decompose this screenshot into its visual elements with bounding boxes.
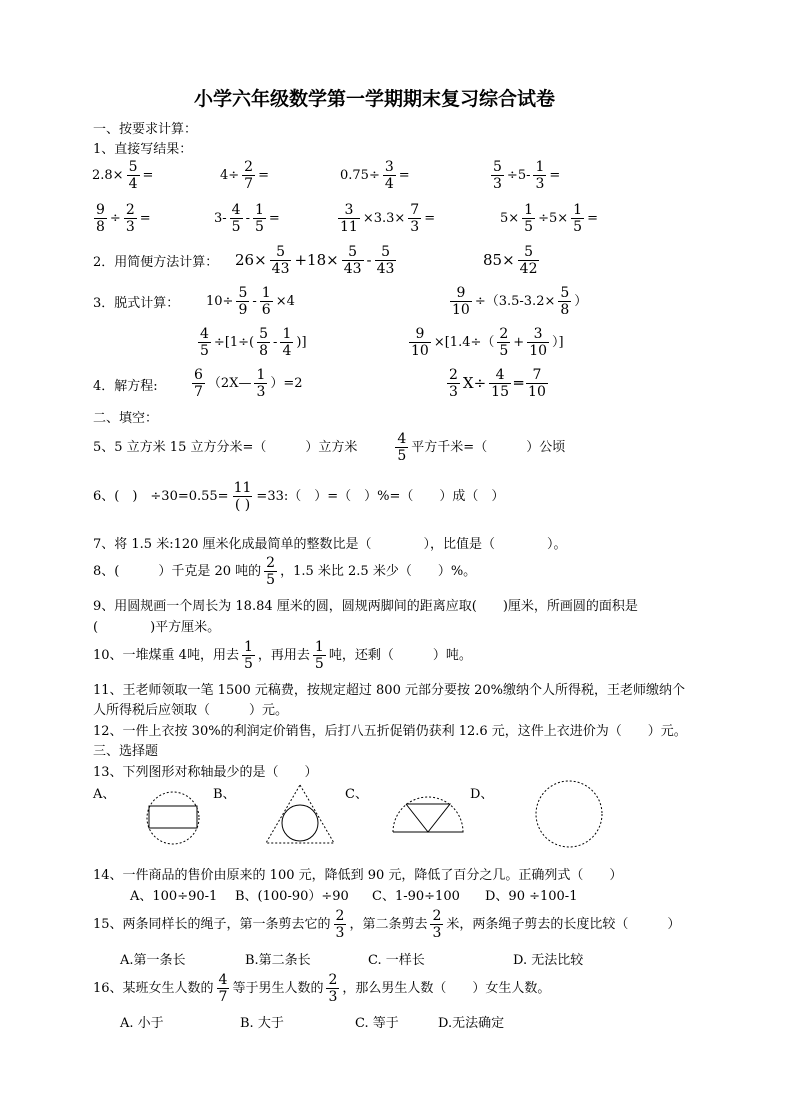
num: 2 [125,202,135,218]
den: 11 [340,219,358,235]
q16-option-b: B. 大于 [240,1016,284,1031]
num: 2 [432,908,442,924]
q1-expr-7 [336,203,435,234]
num: 9 [96,202,105,218]
section-2-heading: 二、填空： [93,411,159,426]
q6-part-2: =33:（ ）=（ ）%=（ ）成（ ） [256,489,505,504]
q10-fraction-a [242,640,255,671]
q3-2-suffix: ） [574,294,588,309]
q13-option-d: D、 [470,787,494,802]
q1-expr-4 [489,160,560,191]
q16-fraction-a [217,973,230,1004]
q3-2-mid: ÷（3.5-3.2× [474,294,556,309]
den: 3 [125,219,135,235]
num: 5 [128,159,138,175]
den: 10 [411,343,429,359]
num: 1 [524,202,534,218]
q4-1-fraction-a [192,368,205,399]
q16-option-c: C. 等于 [355,1016,399,1031]
q1-expr-3 [340,160,410,191]
num: 5 [238,285,248,301]
q1-6-fraction-a [230,203,243,234]
q10-fraction-b [313,640,326,671]
q1-5-fraction-a [94,203,107,234]
question-7: 7、将 1.5 米:120 厘米化成最简单的整数比是（ ），比值是（ ）。 [93,537,567,552]
q15-fraction-b [430,909,443,940]
num: 7 [410,202,420,218]
num: 1 [255,202,264,218]
den: 15 [491,384,509,400]
q1-6-fraction-b [253,203,266,234]
den: 5 [573,219,583,235]
question-16 [93,973,550,1004]
den: 7 [244,176,254,192]
num: 5 [348,244,358,260]
q1-expr-2 [220,160,269,191]
num: 6 [194,367,203,383]
q16-option-a: A. 小于 [120,1016,164,1031]
q1-5-fraction-b [124,203,137,234]
q3-4-fraction-a [409,327,431,358]
q1-4-mid: ÷5- [506,168,531,183]
q5-part-2: 平方千米=（ ）公顷 [411,440,566,455]
q3-1-prefix: 10÷ [206,294,234,309]
q3-1-mid: - [252,294,257,309]
num: 1 [261,285,271,301]
den: 3 [449,384,458,400]
q2-1-mid-2: - [366,251,372,269]
question-9-line-2: ( )平方厘米。 [93,620,221,635]
q16-part-1: 16、某班女生人数的 [93,981,214,996]
q1-7-mid: ×3.3× [362,211,406,226]
question-12: 12、一件上衣按 30%的利润定价销售，后打八五折促销仍获利 12.6 元，这件上衣进价为（ ）元。 [93,724,687,739]
question-10 [93,640,472,671]
q3-3-fraction-a [198,327,211,358]
den: 42 [519,261,538,277]
den: 4 [384,176,394,192]
q15-option-a: A.第一条长 [120,953,186,968]
question-9-line-1: 9、用圆规画一个周长为 18.84 厘米的圆，圆规两脚间的距离应取( )厘米，所画圆的面积是 [93,599,638,614]
den: 3 [256,384,266,400]
section-1-heading: 一、按要求计算： [93,122,198,137]
den: 43 [271,261,290,277]
q3-expr-4 [407,327,564,358]
q4-2-fraction-a [447,368,460,399]
q1-1-fraction [127,160,140,191]
den: 5 [524,219,534,235]
q1-8-fraction-a [522,203,535,234]
den: 5 [499,343,509,359]
q8-part-2: ，1.5 米比 2.5 米少（ ）%。 [280,564,477,579]
q13-option-b: B、 [213,787,236,802]
den: 5 [255,219,264,235]
q8-part-1: 8、( ）千克是 20 吨的 [93,564,262,579]
question-8 [93,556,476,587]
q1-3-equals: = [398,168,410,183]
q2-1-fraction-c [375,245,397,276]
q6-fraction [232,481,254,512]
q1-expr-1 [92,160,153,191]
page-title: 小学六年级数学第一学期期末复习综合试卷 [194,88,556,110]
q4-1-suffix: ）=2 [270,376,303,391]
q1-2-prefix: 4÷ [220,168,240,183]
q3-4-fraction-c [527,327,549,358]
q1-5-equals: = [139,211,151,226]
q4-2-mid-1: X÷ [462,374,487,392]
num: 4 [200,326,209,342]
q14-option-d: D、90 ÷100-1 [485,889,578,904]
num: 5 [259,326,269,342]
den: 10 [452,302,470,318]
q1-3-fraction [383,160,396,191]
q1-8-mid: ÷5× [538,211,569,226]
q1-4-fraction-a [491,160,504,191]
num: 11 [233,480,252,496]
den: 5 [200,343,209,359]
q4-2-mid-2: ═ [514,374,524,392]
q10-part-1: 10、一堆煤重 4吨，用去 [93,648,239,663]
num: 1 [282,326,292,342]
q4-1-fraction-b [254,368,267,399]
num: 5 [276,244,286,260]
q1-8-prefix: 5× [500,211,520,226]
q8-fraction [264,556,277,587]
q1-7-fraction-b [408,203,421,234]
q3-4-suffix: ）] [552,335,564,350]
num: 5 [381,244,390,260]
q3-3-fraction-c [280,327,293,358]
q1-5-mid: ÷ [109,211,121,226]
num: 1 [573,202,583,218]
den: 10 [528,384,546,400]
q15-part-1: 15、两条同样长的绳子，第一条剪去它的 [93,917,331,932]
q1-6-equals: = [268,211,280,226]
q4-expr-2 [445,368,550,399]
question-5 [93,432,565,463]
question-14: 14、一件商品的售价由原来的 100 元，降低到 90 元，降低了百分之几。正确列式（ ） [93,868,623,883]
den: 5 [397,448,407,464]
question-2-label: 2．用简便方法计算： [93,255,219,270]
q2-1-fraction-b [342,245,364,276]
q16-mid: 等于男生人数的 [232,981,324,996]
q15-option-c: C. 一样长 [368,953,425,968]
q14-option-c: C、1-90÷100 [372,889,460,904]
q3-2-fraction-a [450,286,472,317]
q1-1-prefix: 2.8× [92,168,124,183]
q1-expr-5 [92,203,151,234]
q13-option-c: C、 [345,787,368,802]
question-6 [93,481,504,512]
question-3-label: 3．脱式计算： [93,296,180,311]
q3-3-mid-2: - [273,335,278,350]
num: 7 [532,367,542,383]
q4-expr-1 [190,368,303,399]
den: 7 [218,989,228,1005]
den: 5 [243,656,253,672]
den: 3 [410,219,420,235]
q2-2-fraction [518,245,540,276]
shape-b-triangle-circle [263,782,337,846]
den: 4 [282,343,292,359]
q1-8-fraction-b [571,203,584,234]
num: 3 [533,326,543,342]
num: 4 [495,367,505,383]
q2-1-fraction-a [270,245,292,276]
q10-part-2: 吨，还剩（ ）吨。 [328,648,472,663]
q14-option-b: B、(100-90）÷90 [235,889,349,904]
den: 5 [266,572,276,588]
q16-fraction-b [326,973,339,1004]
q15-option-d: D. 无法比较 [513,953,584,968]
q3-expr-3 [196,327,307,358]
num: 1 [256,367,266,383]
den: 6 [261,302,271,318]
q1-1-equals: = [142,168,154,183]
q16-part-2: ，那么男生人数（ ）女生人数。 [342,981,551,996]
den: 3 [335,925,345,941]
den: 5 [231,219,241,235]
num: 2 [266,555,276,571]
num: 3 [344,202,354,218]
den: 8 [259,343,269,359]
num: 1 [535,159,545,175]
q1-7-equals: = [424,211,436,226]
q15-mid: ，第二条剪去 [349,917,428,932]
den: 3 [432,925,442,941]
question-15 [93,909,680,940]
q1-6-prefix: 3- [214,211,227,226]
section-3-heading: 三、选择题 [93,744,159,759]
q1-8-equals: = [587,211,598,226]
num: 2 [335,908,345,924]
q3-expr-1 [206,286,295,317]
q3-3-suffix: )] [296,335,307,350]
q5-fraction [395,432,408,463]
q2-1-mid-1: +18× [294,251,339,269]
q2-expr-1 [235,245,398,276]
num: 2 [328,972,338,988]
q2-1-prefix: 26× [235,251,267,269]
q3-2-fraction-b [558,286,571,317]
den: 3 [328,989,338,1005]
q5-part-1: 5、5 立方米 15 立方分米=（ ）立方米 [93,440,358,455]
den: 8 [560,302,570,318]
den: ( ) [234,497,251,513]
q3-4-mid-2: + [513,335,525,350]
q15-fraction-a [334,909,347,940]
den: 3 [493,176,502,192]
num: 5 [560,285,570,301]
shape-d-circle [533,778,605,850]
q3-4-mid-1: ×[1.4÷（ [433,335,495,350]
question-1-label: 1、直接写结果： [93,142,193,157]
q3-1-suffix: ×4 [275,294,295,309]
den: 43 [343,261,362,277]
question-11-line-2: 人所得税后应领取（ ）元。 [93,703,289,718]
q14-option-a: A、100÷90-1 [130,889,218,904]
q2-2-prefix: 85× [483,251,515,269]
num: 9 [415,326,425,342]
den: 3 [535,176,545,192]
q1-expr-8 [500,203,598,234]
q13-option-a: A、 [93,787,116,802]
num: 2 [449,367,458,383]
q3-4-fraction-b [497,327,510,358]
den: 7 [194,384,203,400]
q3-1-fraction-b [260,286,273,317]
num: 4 [231,202,241,218]
num: 2 [244,159,254,175]
question-13: 13、下列图形对称轴最少的是（ ） [93,765,318,780]
num: 4 [397,431,407,447]
q3-3-fraction-b [257,327,270,358]
q3-expr-2 [448,286,587,317]
q4-1-mid: （2X— [207,376,252,391]
q4-2-fraction-b [489,368,511,399]
den: 10 [529,343,548,359]
den: 5 [314,656,324,672]
num: 1 [243,639,253,655]
q1-3-prefix: 0.75÷ [340,168,380,183]
q16-option-d: D.无法确定 [438,1016,505,1031]
num: 1 [314,639,324,655]
num: 4 [218,972,228,988]
q15-option-b: B.第二条长 [245,953,311,968]
shape-a-circle-rectangle [143,788,203,848]
shape-c-semicircle-triangle [390,792,466,836]
num: 2 [499,326,509,342]
q1-7-fraction-a [338,203,360,234]
q1-4-fraction-b [533,160,546,191]
den: 43 [376,261,395,277]
num: 3 [384,159,394,175]
q15-part-2: 米，两条绳子剪去的长度比较（ ） [446,917,681,932]
q6-part-1: 6、( ) ÷30=0.55= [93,489,229,504]
q4-2-fraction-c [526,368,548,399]
q3-3-mid-1: ÷[1÷( [213,335,255,350]
question-4-label: 4．解方程: [93,379,158,394]
num: 9 [456,285,466,301]
q1-4-equals: = [549,168,561,183]
num: 5 [524,244,534,260]
q1-2-equals: = [258,168,269,183]
den: 8 [96,219,105,235]
q1-expr-6 [214,203,280,234]
q1-6-mid: - [245,211,250,226]
q2-expr-2 [483,245,541,276]
q1-2-fraction [242,160,255,191]
question-11-line-1: 11、王老师领取一笔 1500 元稿费，按规定超过 800 元部分要按 20%缴纳个人所得税，王老师缴纳个 [93,683,685,698]
q3-1-fraction-a [236,286,249,317]
num: 5 [493,159,502,175]
den: 4 [128,176,138,192]
q10-mid: ，再用去 [257,648,310,663]
den: 9 [238,302,248,318]
